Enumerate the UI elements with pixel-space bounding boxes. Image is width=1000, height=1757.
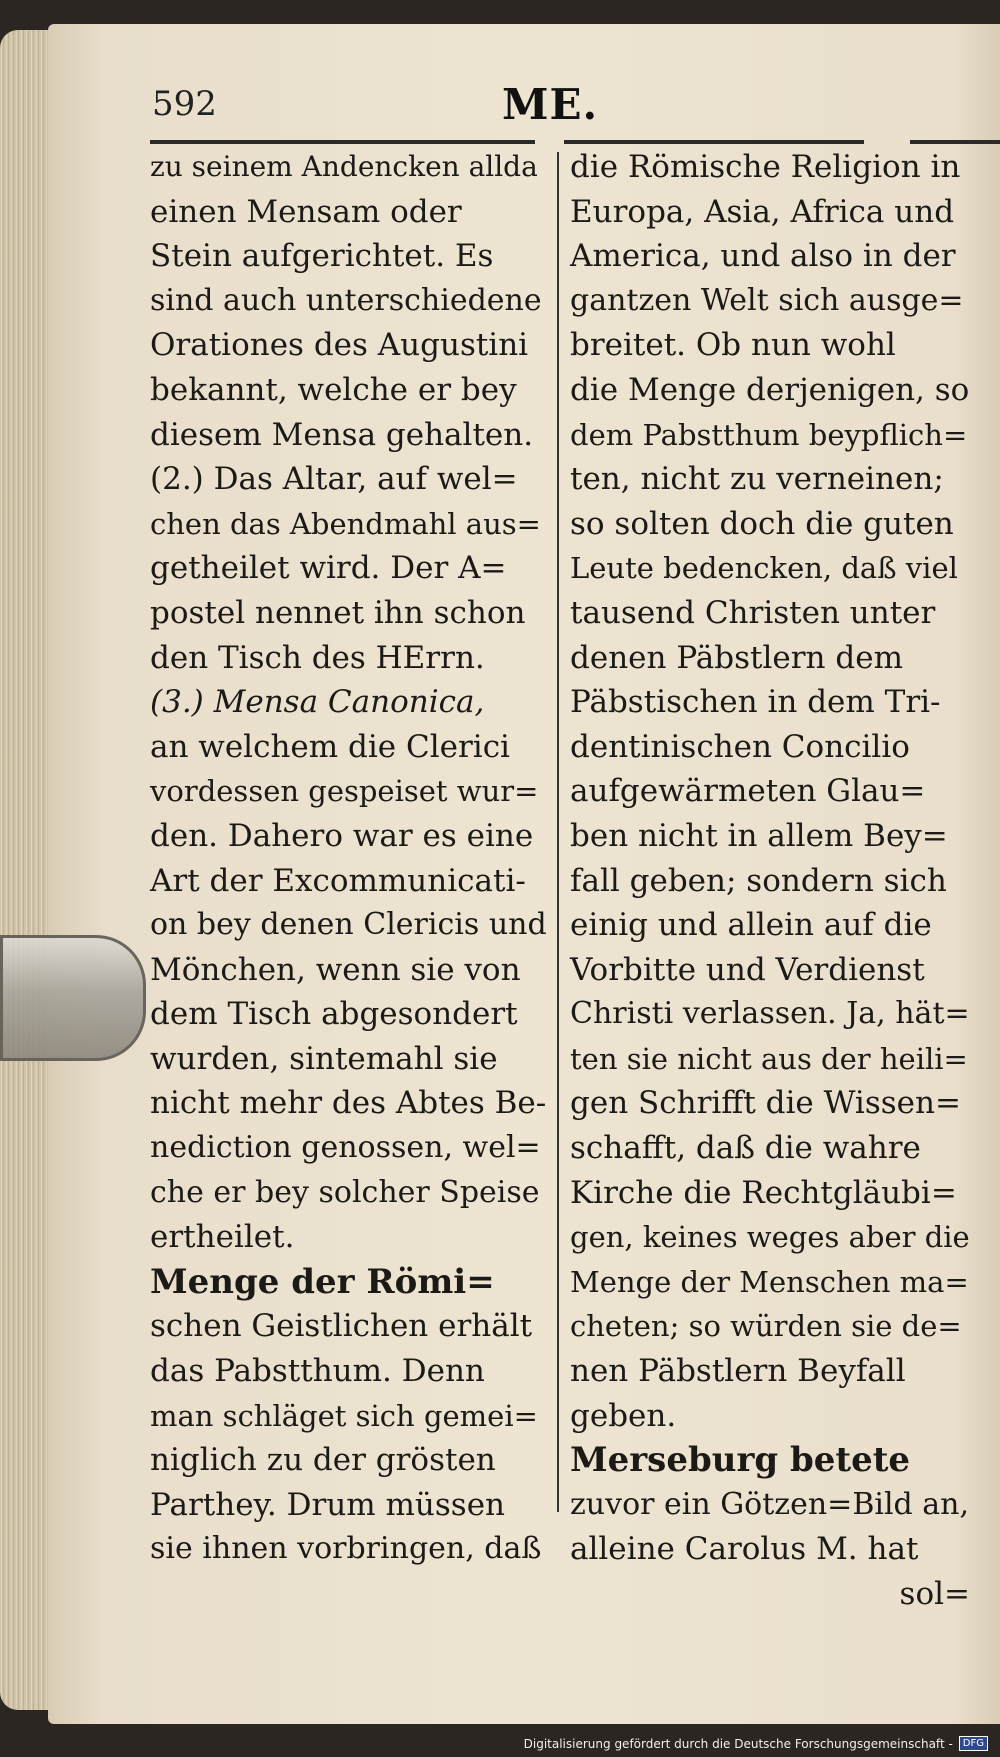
text-line: cheten; so würden sie de= <box>570 1309 962 1344</box>
entry-heading: Menge der Römi= <box>150 1261 495 1302</box>
text-line: zuvor ein Götzen=Bild an, <box>570 1486 970 1522</box>
text-line: Art der Excommunicati- <box>150 862 526 899</box>
text-line: Orationes des Augustini <box>150 327 529 364</box>
text-line: tausend Christen unter <box>570 594 936 631</box>
text-line: ten, nicht zu verneinen; <box>570 461 944 498</box>
text-line: schafft, daß die wahre <box>570 1130 921 1167</box>
text-line: (3.) Mensa Canonica, <box>150 684 485 721</box>
text-line: bekannt, welche er bey <box>150 371 517 408</box>
text-line: nediction genossen, wel= <box>150 1130 541 1166</box>
text-line: man schläget sich gemei= <box>150 1398 538 1433</box>
header-rule-right <box>910 140 1000 144</box>
entry-heading: Merseburg betete <box>570 1440 911 1481</box>
footer-credit: Digitalisierung gefördert durch die Deutsche Forschungsgemeinschaft - <box>523 1736 953 1751</box>
text-line: postel nennet ihn schon <box>150 594 526 631</box>
page-number: 592 <box>152 84 217 124</box>
text-line: chen das Abendmahl aus= <box>150 506 541 541</box>
column-divider <box>557 152 559 1512</box>
text-line: getheilet wird. Der A= <box>150 550 507 587</box>
text-line: so solten doch die guten <box>570 505 954 542</box>
text-line: dem Pabstthum beypflich= <box>570 417 968 452</box>
text-line: Christi verlassen. Ja, hät= <box>570 996 970 1032</box>
text-line: gen, keines weges aber die <box>570 1220 970 1255</box>
text-line: (2.) Das Altar, auf wel= <box>150 461 518 498</box>
text-line: den. Dahero war es eine <box>150 817 534 854</box>
text-line: Vorbitte und Verdienst <box>570 951 925 988</box>
text-line: das Pabstthum. Denn <box>150 1353 485 1390</box>
text-line: alleine Carolus M. hat <box>570 1531 919 1568</box>
text-line: Europa, Asia, Africa und <box>570 193 955 230</box>
header-rule-middle <box>564 140 864 144</box>
dfg-logo-icon: DFG <box>959 1736 988 1751</box>
text-line: Leute bedencken, daß viel <box>570 551 958 586</box>
text-line: breitet. Ob nun wohl <box>570 327 896 364</box>
text-line: Menge der Menschen ma= <box>570 1264 969 1299</box>
text-line: an welchem die Clerici <box>150 728 510 765</box>
text-line: diesem Mensa gehalten. <box>150 416 534 453</box>
text-line: Parthey. Drum müssen <box>150 1486 506 1523</box>
text-line: wurden, sintemahl sie <box>150 1040 498 1077</box>
text-line: sind auch unterschiedene <box>150 282 542 318</box>
text-line: fall geben; sondern sich <box>570 862 947 899</box>
text-line: dentinischen Concilio <box>570 728 910 765</box>
text-line: America, und also in der <box>570 238 956 275</box>
text-line: einen Mensam oder <box>150 193 462 230</box>
text-line: geben. <box>570 1397 677 1434</box>
text-line: ben nicht in allem Bey= <box>570 817 948 854</box>
catchword: sol= <box>899 1576 970 1612</box>
text-line: sie ihnen vorbringen, daß <box>150 1531 542 1567</box>
text-line: schen Geistlichen erhält <box>150 1308 533 1345</box>
text-line: zu seinem Andencken allda <box>150 150 538 183</box>
text-line: denen Päbstlern dem <box>570 639 903 676</box>
text-line: Mönchen, wenn sie von <box>150 951 521 988</box>
text-line: dem Tisch abgesondert <box>150 996 518 1033</box>
text-line: vordessen gespeiset wur= <box>150 774 539 809</box>
text-line: ertheilet. <box>150 1219 295 1256</box>
text-line: nen Päbstlern Beyfall <box>570 1353 906 1390</box>
text-line: gen Schrifft die Wissen= <box>570 1085 961 1122</box>
text-line: den Tisch des HErrn. <box>150 639 485 676</box>
text-line: on bey denen Clericis und <box>150 907 547 943</box>
bookmark-ribbon <box>0 935 146 1061</box>
text-line: die Menge derjenigen, so <box>570 371 970 408</box>
text-line: einig und allein auf die <box>570 907 932 944</box>
text-line: niglich zu der grösten <box>150 1442 496 1479</box>
text-line: Kirche die Rechtgläubi= <box>570 1174 957 1211</box>
left-text-column <box>150 145 550 1572</box>
text-line: nicht mehr des Abtes Be- <box>150 1085 547 1122</box>
text-line: gantzen Welt sich ausge= <box>570 282 964 318</box>
text-line: die Römische Religion in <box>570 149 961 185</box>
text-line: ten sie nicht aus der heili= <box>570 1041 968 1076</box>
right-text-column <box>570 145 970 1617</box>
header-rule-left <box>150 140 535 144</box>
running-head: ME. <box>502 80 599 129</box>
page-header <box>150 80 950 130</box>
text-line: che er bey solcher Speise <box>150 1174 540 1210</box>
digitization-footer <box>524 1736 988 1751</box>
text-line: Stein aufgerichtet. Es <box>150 238 494 275</box>
text-line: Päbstischen in dem Tri- <box>570 684 941 721</box>
text-line: aufgewärmeten Glau= <box>570 773 926 810</box>
